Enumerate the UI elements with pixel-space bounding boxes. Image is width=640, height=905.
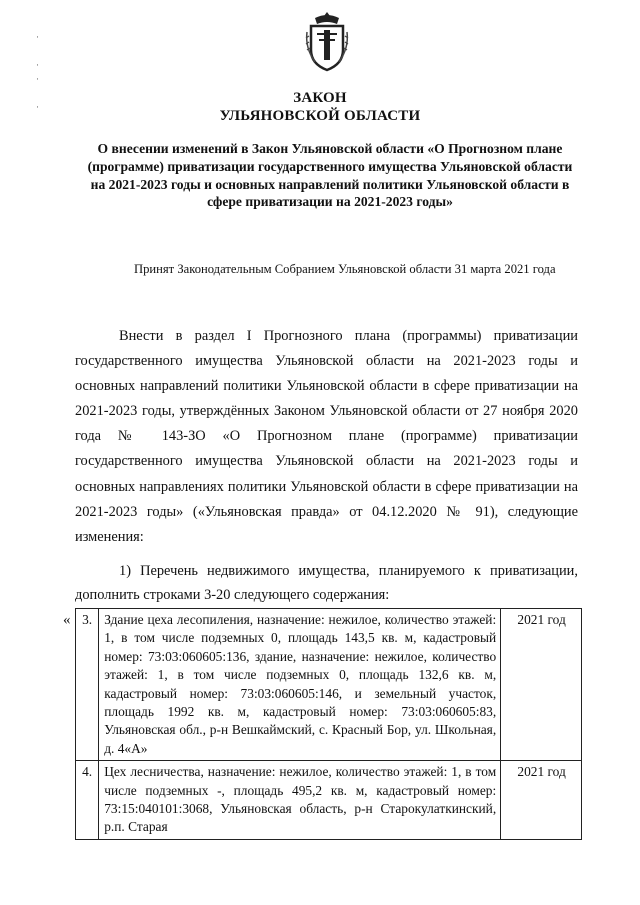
body-paragraph bbox=[75, 324, 578, 550]
row-year: 2021 год bbox=[501, 609, 582, 761]
coat-of-arms-icon bbox=[303, 10, 351, 74]
row-year: 2021 год bbox=[501, 761, 582, 840]
property-table bbox=[75, 608, 582, 840]
table-row bbox=[76, 761, 582, 840]
body-paragraph-text: Внести в раздел I Прогнозного плана (программы) приватизации государственного имущества Ульяновской области на 2021-2023 годы и основных направлений политики Ульяновской области в сфере приватизации на 2021-2023 годы, утверждённых Законом Ульяновской области от 27 ноября 2020 года № 143-ЗО «О Прогнозном плане (программе) приватизации государственного имущества Ульяновской области на 2021-2023 годы и основных направлениях политики Ульяновской области в сфере приватизации на 2021-2023 годы» («Ульяновская правда» от 04.12.2020 № 91), следующие изменения: bbox=[75, 328, 578, 545]
opening-quote: « bbox=[63, 612, 71, 628]
row-description: Здание цеха лесопиления, назначение: нежилое, количество этажей: 1, в том числе подземных 0, площадь 143,5 кв. м, кадастровый номер: 73:03:060605:136, здание, назначение: нежилое, количество этажей: 1, в том числе подземных 0, площадь 132,6 кв. м, кадастровый номер: 73:03:060605:146, и земельный участок, площадь 1992 кв. м, кадастровый номер: 73:03:060605:83, Ульяновская обл., р-н Вешкаймский, с. Красный Бор, ул. Школьная, д. 4«А» bbox=[99, 609, 501, 761]
row-description: Цех лесничества, назначение: нежилое, количество этажей: 1, в том числе подземных -, площадь 495,2 кв. м, кадастровый номер: 73:15:040101:3068, Ульяновская область, р-н Старокулаткинский, р.п. Старая bbox=[99, 761, 501, 840]
scan-edge-marks: · · · · bbox=[36, 32, 39, 112]
row-number: 4. bbox=[76, 761, 99, 840]
adoption-note: Принят Законодательным Собранием Ульяновской области 31 марта 2021 года bbox=[134, 262, 556, 276]
region-heading: УЛЬЯНОВСКОЙ ОБЛАСТИ bbox=[219, 108, 421, 124]
item-1-label: 1) Перечень недвижимого имущества, планируемого к приватизации, дополнить строками 3-20 следующего содержания: bbox=[75, 563, 578, 603]
row-number: 3. bbox=[76, 609, 99, 761]
table-row bbox=[76, 609, 582, 761]
law-heading: ЗАКОН bbox=[293, 90, 347, 106]
item-1-text bbox=[75, 559, 578, 607]
law-subtitle: О внесении изменений в Закон Ульяновской области «О Прогнозном плане (программе) приватизации государственного имущества Ульяновской области на 2021-2023 годы и основных направлений политики Ульяновской области в сфере приватизации на 2021-2023 годы» bbox=[87, 141, 573, 210]
